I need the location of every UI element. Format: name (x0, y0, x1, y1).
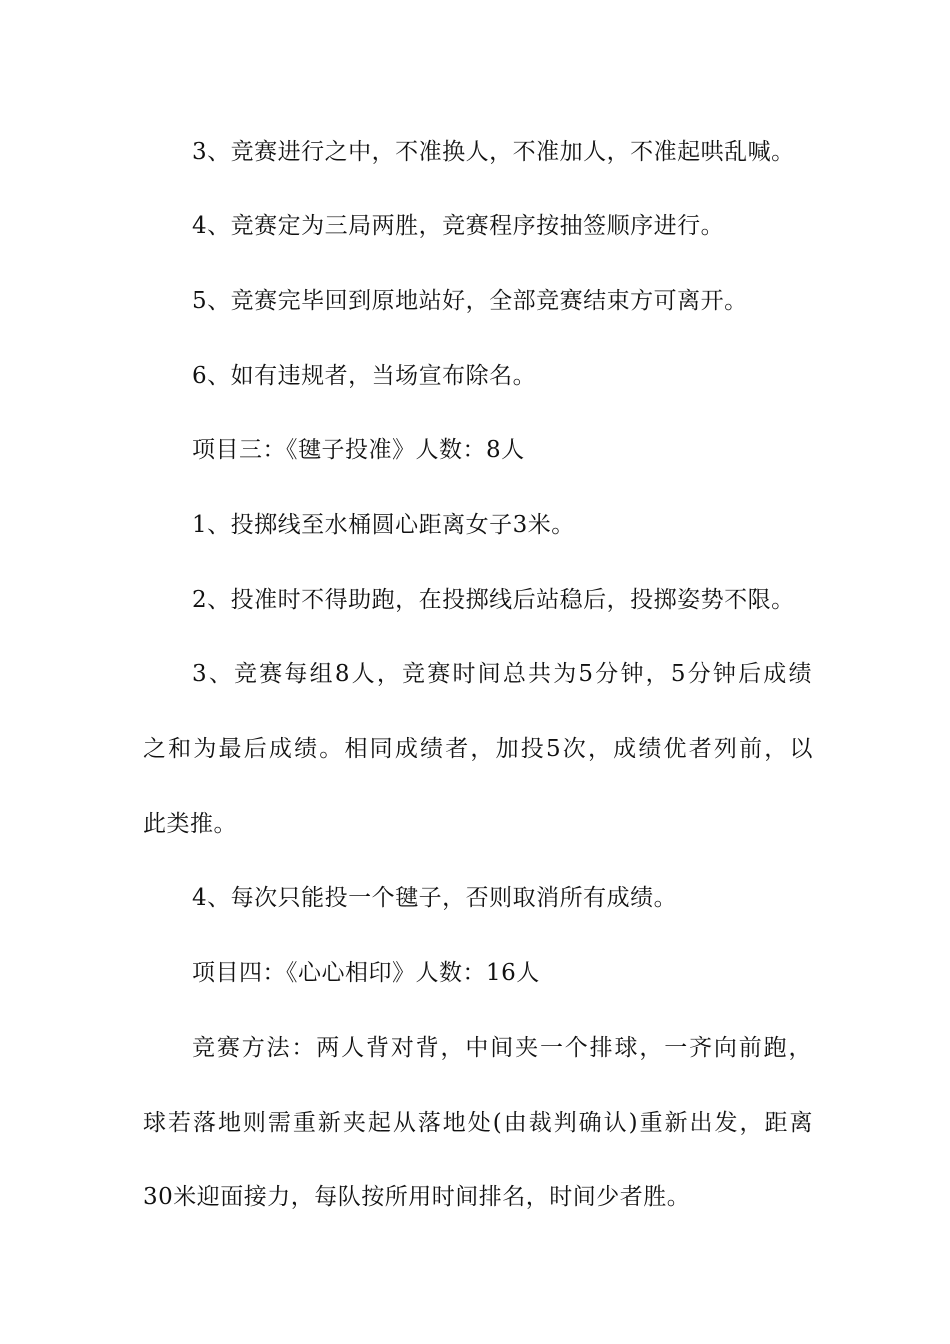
event-four-method-line-2: 球若落地则需重新夹起从落地处(由裁判确认)重新出发，距离 (143, 1110, 813, 1136)
rule-3-no-substitution: 3、竞赛进行之中，不准换人，不准加人，不准起哄乱喊。 (192, 139, 795, 165)
event-three-rule-3-line-1: 3、竞赛每组8人，竞赛时间总共为5分钟，5分钟后成绩 (192, 661, 812, 687)
rule-4-best-of-three: 4、竞赛定为三局两胜，竞赛程序按抽签顺序进行。 (192, 213, 725, 239)
event-three-rule-3-line-3: 此类推。 (143, 811, 237, 837)
event-three-rule-4: 4、每次只能投一个毽子，否则取消所有成绩。 (192, 885, 678, 911)
event-three-rule-1: 1、投掷线至水桶圆心距离女子3米。 (192, 512, 575, 538)
event-four-method-line-1: 竞赛方法：两人背对背，中间夹一个排球，一齐向前跑， (192, 1035, 812, 1061)
rule-6-disqualification: 6、如有违规者，当场宣布除名。 (192, 363, 537, 389)
event-three-rule-2: 2、投准时不得助跑，在投掷线后站稳后，投掷姿势不限。 (192, 587, 795, 613)
section-heading-event-three: 项目三：《毽子投准》人数：8人 (192, 437, 525, 463)
event-three-rule-3-line-2: 之和为最后成绩。相同成绩者，加投5次，成绩优者列前，以 (143, 736, 813, 762)
rule-5-return-to-place: 5、竞赛完毕回到原地站好，全部竞赛结束方可离开。 (192, 288, 748, 314)
event-four-method-line-3: 30米迎面接力，每队按所用时间排名，时间少者胜。 (143, 1184, 691, 1210)
section-heading-event-four: 项目四：《心心相印》人数：16人 (192, 960, 540, 986)
